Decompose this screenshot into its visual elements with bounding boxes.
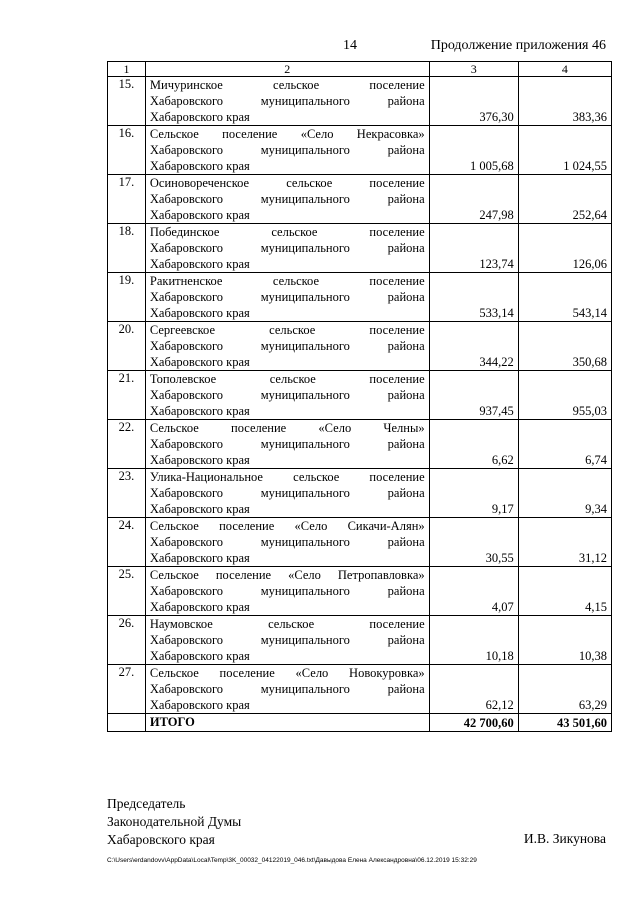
signer-name: И.В. Зикунова xyxy=(523,831,606,846)
settlement-name-line: Хабаровского муниципального района xyxy=(149,290,425,304)
value-col3: 247,98 xyxy=(429,175,518,224)
value-col3: 1 005,68 xyxy=(429,126,518,175)
settlement-name-line: Сельское поселение «Село Сикачи-Алян» xyxy=(149,519,425,533)
row-number: 16. xyxy=(108,126,146,175)
settlement-name-line: Хабаровского муниципального района xyxy=(149,339,425,353)
value-col4: 126,06 xyxy=(518,224,611,273)
settlement-name-line: Сельское поселение «Село Петропавловка» xyxy=(149,568,425,582)
value-col3: 9,17 xyxy=(429,469,518,518)
value-col4: 1 024,55 xyxy=(518,126,611,175)
settlement-name-line: Сельское поселение «Село Новокуровка» xyxy=(149,666,425,680)
value-col3: 533,14 xyxy=(429,273,518,322)
value-col3: 123,74 xyxy=(429,224,518,273)
settlement-name xyxy=(145,665,429,714)
table-row xyxy=(108,518,612,567)
total-value-col4: 43 501,60 xyxy=(518,714,611,732)
settlement-name-line: Хабаровского муниципального района xyxy=(149,192,425,206)
appendix-continuation: Продолжение приложения 46 xyxy=(430,38,606,53)
column-number: 3 xyxy=(429,62,518,77)
settlement-name-line: Хабаровского муниципального района xyxy=(149,94,425,108)
table-row xyxy=(108,420,612,469)
settlement-name-line: Хабаровского муниципального района xyxy=(149,143,425,157)
table-row xyxy=(108,567,612,616)
signature-body: Законодательной Думы xyxy=(107,814,242,829)
settlement-name-line: Хабаровского края xyxy=(149,208,250,222)
settlement-name-line: Хабаровского края xyxy=(149,649,250,663)
column-number: 1 xyxy=(108,62,146,77)
settlement-name-line: Хабаровского края xyxy=(149,404,250,418)
column-number-row xyxy=(108,62,612,77)
settlement-name-line: Хабаровского муниципального района xyxy=(149,437,425,451)
total-row xyxy=(108,714,612,732)
settlement-name xyxy=(145,322,429,371)
settlement-name xyxy=(145,420,429,469)
value-col4: 383,36 xyxy=(518,77,611,126)
settlement-name-line: Хабаровского муниципального района xyxy=(149,388,425,402)
settlement-name-line: Хабаровского края xyxy=(149,698,250,712)
row-number: 19. xyxy=(108,273,146,322)
settlement-name-line: Побединское сельское поселение xyxy=(149,225,425,239)
value-col3: 62,12 xyxy=(429,665,518,714)
settlement-name-line: Хабаровского края xyxy=(149,453,250,467)
value-col3: 344,22 xyxy=(429,322,518,371)
settlement-name-line: Хабаровского края xyxy=(149,306,250,320)
column-number: 2 xyxy=(145,62,429,77)
row-number: 23. xyxy=(108,469,146,518)
signature-title: Председатель xyxy=(107,796,186,811)
settlement-name-line: Хабаровского края xyxy=(149,551,250,565)
value-col3: 6,62 xyxy=(429,420,518,469)
value-col4: 6,74 xyxy=(518,420,611,469)
table-row xyxy=(108,665,612,714)
settlement-name xyxy=(145,273,429,322)
settlement-name-line: Улика-Национальное сельское поселение xyxy=(149,470,425,484)
settlement-name-line: Хабаровского края xyxy=(149,257,250,271)
value-col3: 30,55 xyxy=(429,518,518,567)
table-row xyxy=(108,371,612,420)
row-number: 15. xyxy=(108,77,146,126)
value-col4: 31,12 xyxy=(518,518,611,567)
signature-region: Хабаровского края xyxy=(107,832,215,847)
settlement-name-line: Наумовское сельское поселение xyxy=(149,617,425,631)
row-number: 22. xyxy=(108,420,146,469)
allocation-table xyxy=(107,61,612,732)
row-number: 24. xyxy=(108,518,146,567)
settlement-name xyxy=(145,126,429,175)
value-col3: 376,30 xyxy=(429,77,518,126)
settlement-name xyxy=(145,371,429,420)
value-col4: 10,38 xyxy=(518,616,611,665)
value-col4: 63,29 xyxy=(518,665,611,714)
settlement-name-line: Сельское поселение «Село Некрасовка» xyxy=(149,127,425,141)
settlement-name xyxy=(145,224,429,273)
value-col4: 9,34 xyxy=(518,469,611,518)
settlement-name-line: Осиновореченское сельское поселение xyxy=(149,176,425,190)
settlement-name-line: Хабаровского муниципального района xyxy=(149,241,425,255)
row-number: 25. xyxy=(108,567,146,616)
row-number: 21. xyxy=(108,371,146,420)
settlement-name-line: Хабаровского муниципального района xyxy=(149,486,425,500)
settlement-name xyxy=(145,175,429,224)
settlement-name-line: Сергеевское сельское поселение xyxy=(149,323,425,337)
total-number-cell xyxy=(108,714,146,732)
settlement-name-line: Мичуринское сельское поселение xyxy=(149,78,425,92)
table-row xyxy=(108,175,612,224)
table-row xyxy=(108,224,612,273)
settlement-name-line: Хабаровского края xyxy=(149,110,250,124)
total-value-col3: 42 700,60 xyxy=(429,714,518,732)
settlement-name-line: Сельское поселение «Село Челны» xyxy=(149,421,425,435)
settlement-name xyxy=(145,518,429,567)
page-number: 14 xyxy=(343,38,357,53)
settlement-name-line: Ракитненское сельское поселение xyxy=(149,274,425,288)
table-row xyxy=(108,616,612,665)
table-row xyxy=(108,469,612,518)
settlement-name-line: Хабаровского края xyxy=(149,159,250,173)
value-col3: 937,45 xyxy=(429,371,518,420)
value-col4: 350,68 xyxy=(518,322,611,371)
settlement-name-line: Хабаровского муниципального района xyxy=(149,535,425,549)
signature-block xyxy=(107,795,241,849)
value-col3: 4,07 xyxy=(429,567,518,616)
value-col4: 543,14 xyxy=(518,273,611,322)
row-number: 20. xyxy=(108,322,146,371)
file-path: C:\Users\erdandovv\AppData\Local\Temp\3K_00032_04122019_046.txt\Давыдова Елена Александровна\06.12.2019 15:32:29 xyxy=(107,857,477,864)
settlement-name-line: Хабаровского края xyxy=(149,600,250,614)
settlement-name-line: Хабаровского муниципального района xyxy=(149,682,425,696)
value-col4: 955,03 xyxy=(518,371,611,420)
settlement-name xyxy=(145,567,429,616)
row-number: 18. xyxy=(108,224,146,273)
value-col4: 252,64 xyxy=(518,175,611,224)
settlement-name-line: Хабаровского края xyxy=(149,355,250,369)
settlement-name xyxy=(145,469,429,518)
table-row xyxy=(108,273,612,322)
settlement-name-line: Тополевское сельское поселение xyxy=(149,372,425,386)
settlement-name-line: Хабаровского муниципального района xyxy=(149,584,425,598)
settlement-name-line: Хабаровского края xyxy=(149,502,250,516)
table-row xyxy=(108,126,612,175)
total-label: ИТОГО xyxy=(145,714,429,732)
value-col3: 10,18 xyxy=(429,616,518,665)
table-row xyxy=(108,322,612,371)
table-row xyxy=(108,77,612,126)
row-number: 17. xyxy=(108,175,146,224)
settlement-name xyxy=(145,616,429,665)
row-number: 27. xyxy=(108,665,146,714)
settlement-name xyxy=(145,77,429,126)
value-col4: 4,15 xyxy=(518,567,611,616)
row-number: 26. xyxy=(108,616,146,665)
column-number: 4 xyxy=(518,62,611,77)
settlement-name-line: Хабаровского муниципального района xyxy=(149,633,425,647)
